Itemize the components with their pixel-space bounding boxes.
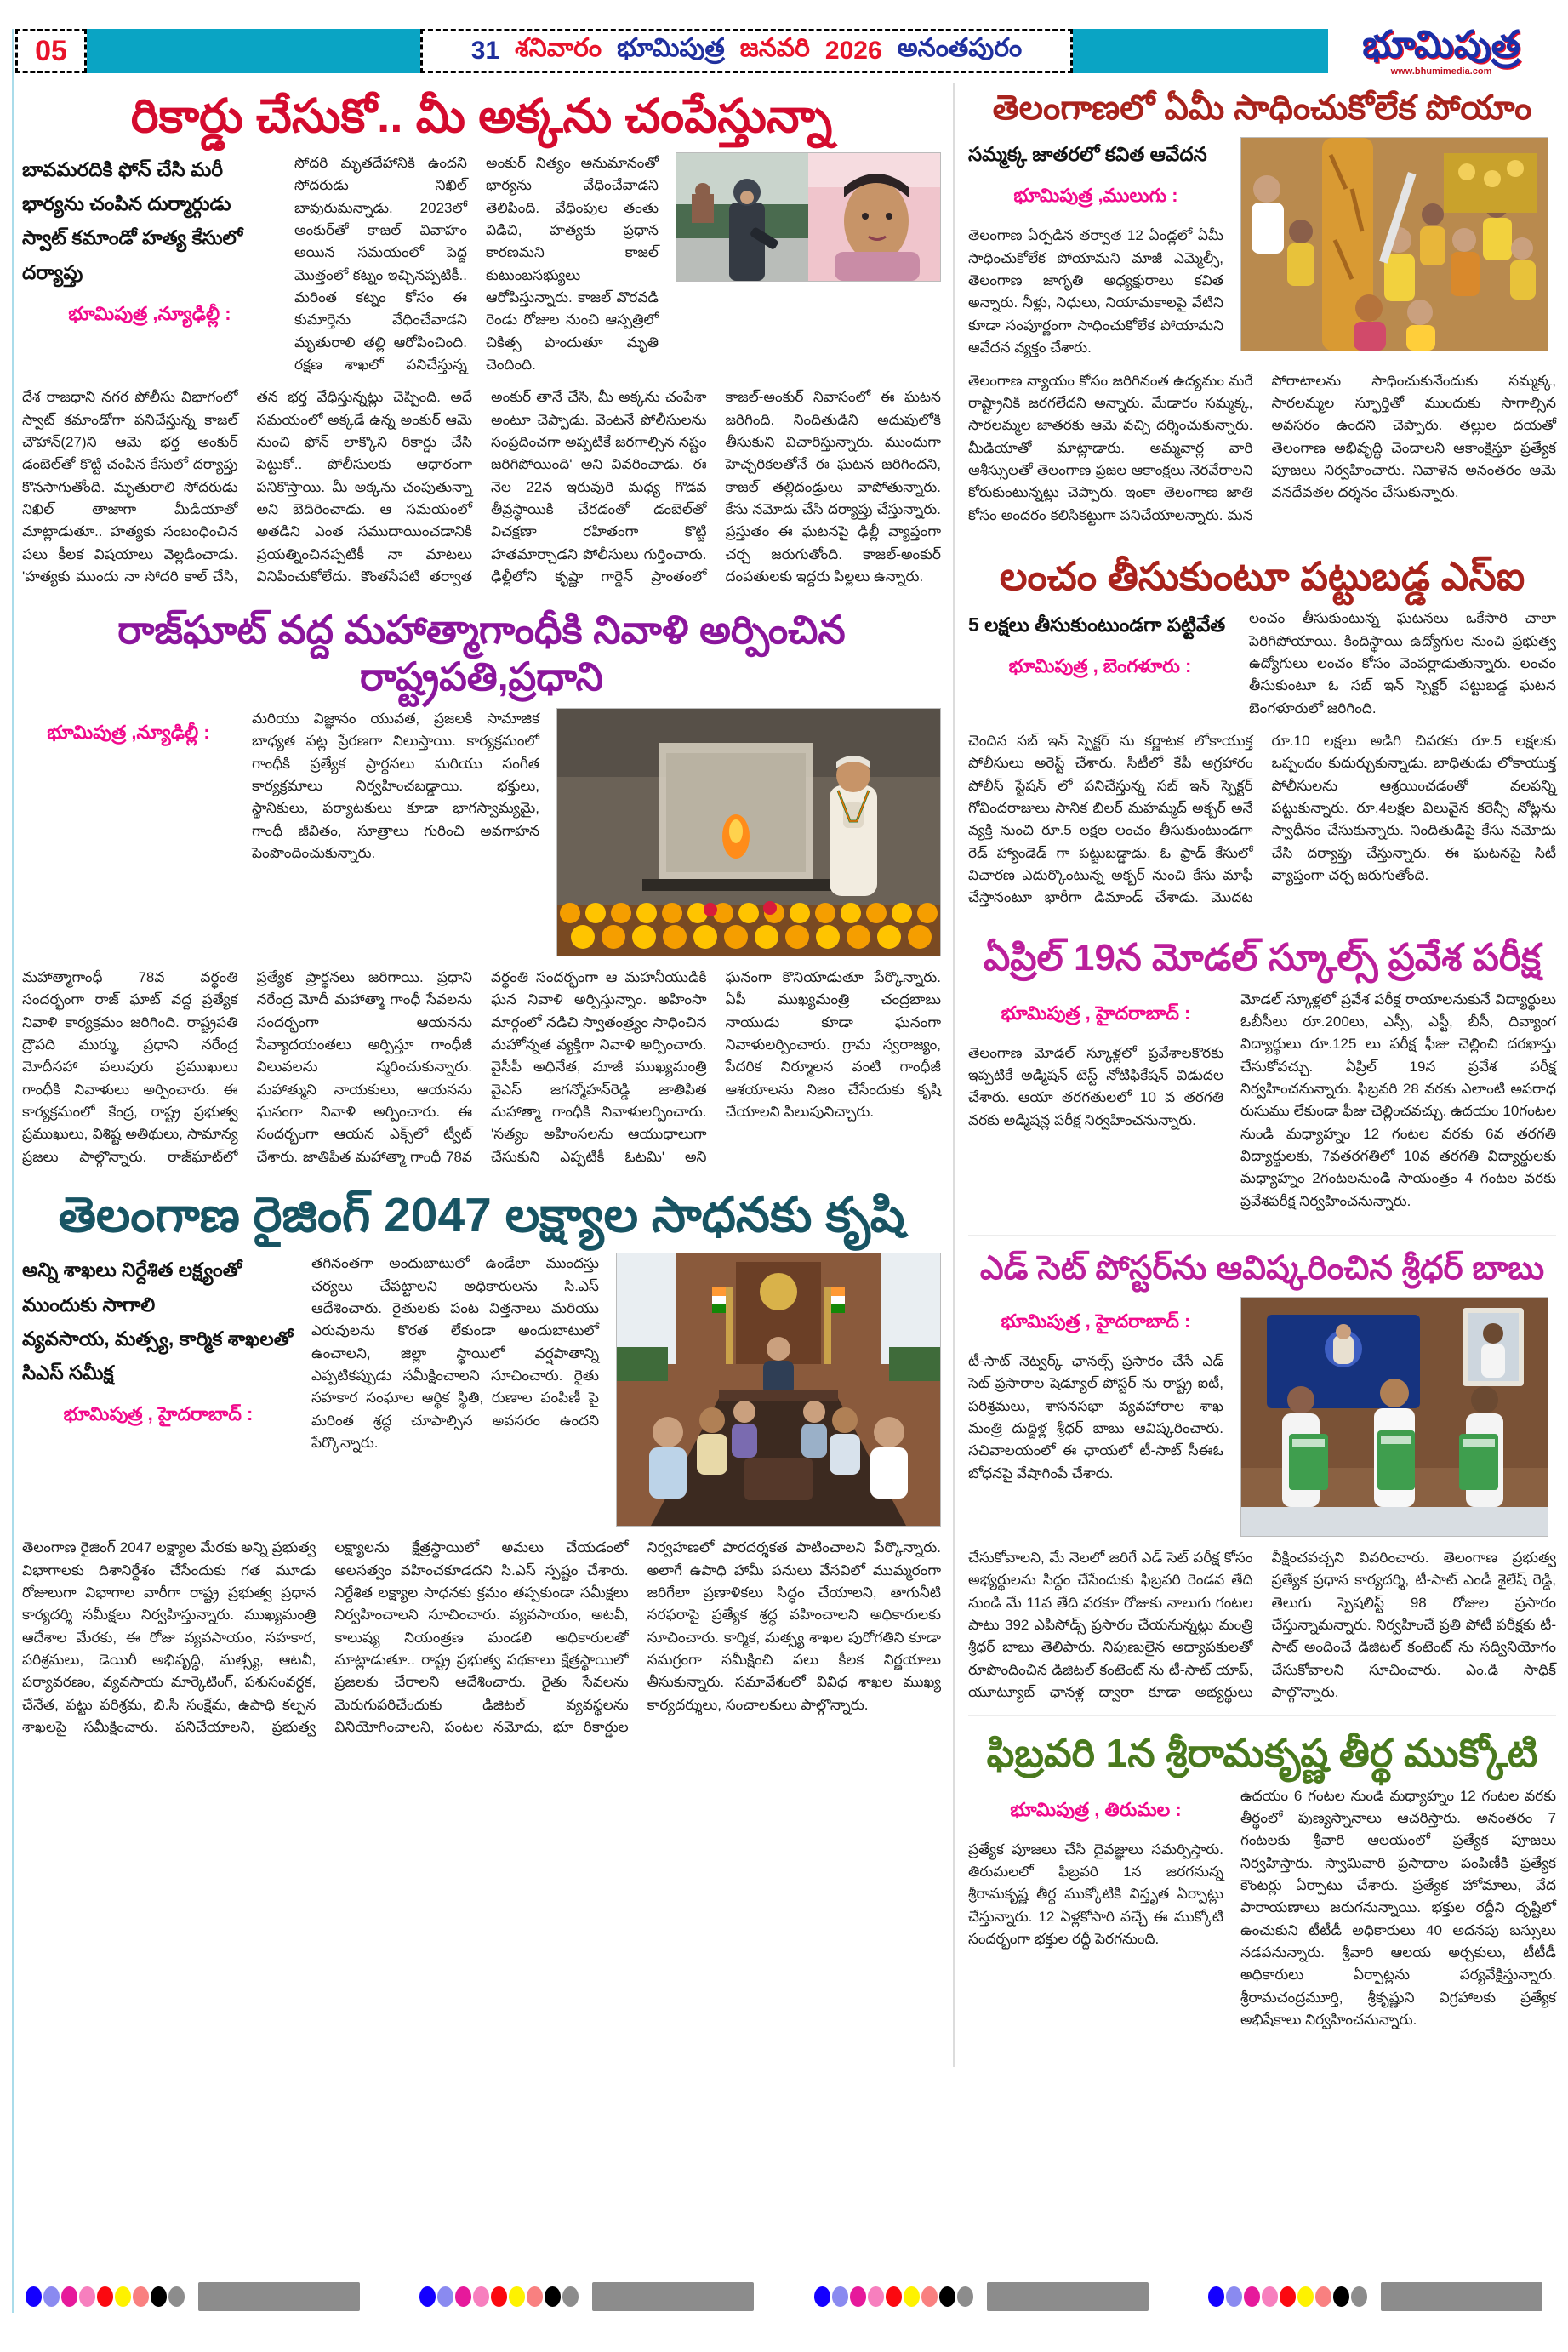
edset-poster-launch-photo — [1240, 1297, 1548, 1537]
left-column — [22, 83, 941, 2067]
article-model-schools-exam — [968, 936, 1556, 1236]
article-body: మహాత్మాగాంధీ 78వ వర్ధంతి సందర్భంగా రాజ్ ఘాట్ వద్ద ప్రత్యేక నివాళి కార్యక్రమం జరిగింది. రాష్ట్రపతి ద్రౌపది ముర్ము, ప్రధాని నరేంద్ర మోదీసహా పలువురు ప్రముఖులు గాంధీకి నివాళులు అర్పించారు. ఈ కార్యక్రమంలో కేంద్ర, రాష్ట్ర ప్రభుత్వ ప్రముఖులు, విశిష్ట అతిథులు, సామాన్య ప్రజలు పాల్గొన్నారు. రాజ్‌ఘాట్‌లో ప్రత్యేక ప్రార్థనలు జరిగాయి. ప్రధాని నరేంద్ర మోదీ మహాత్మా గాంధీ సేవలను సందర్భంగా ఆయనను సేవ్యాదయంతలు అర్పిస్తూ గాంధీజీ విలువలను స్మరించుకున్నారు. మహాత్ముని నాయకులు, ఆయనను ఘనంగా నివాళి అర్పించారు. ఈ సందర్భంగా ఆయన ఎక్స్‌లో ట్వీట్ చేశారు. జాతిపిత మహాత్మా గాంధీ 78వ వర్ధంతి సందర్భంగా ఆ మహనీయుడికి ఘన నివాళి అర్పిస్తున్నాం. అహింసా మార్గంలో నడిచి స్వాతంత్ర్యం సాధించిన మహోన్నత వ్యక్తిగా నివాళి అర్పించారు. వైసీపీ అధినేత, మాజీ ముఖ్యమంత్రి వైఎస్ జగన్మోహన్‌రెడ్డి జాతిపిత మహాత్మా గాంధీకి నివాళులర్పించారు. 'సత్యం అహింసలను ఆయుధాలుగా చేసుకుని ఎప్పటికీ ఓటమి' అని ఘనంగా కొనియాడుతూ పేర్కొన్నారు. ఏపీ ముఖ్యమంత్రి చంద్రబాబు నాయుడు కూడా ఘనంగా నివాళులర్పించారు. గ్రామ స్వరాజ్యం, పేదరిక నిర్మూలన వంటి గాంధీజీ ఆశయాలను నిజం చేసేందుకు కృషి చేయాలని పిలుపునిచ్చారు. — [22, 968, 941, 1165]
article-body-top: తెలంగాణ ఏర్పడిన తర్వాత 12 ఏండ్లలో ఏమీ సాధించుకోలేక పోయామని మాజీ ఎమ్మెల్సీ, తెలంగాణ జాగృతి అధ్యక్షురాలు కవిత అన్నారు. నీళ్లు, నిధులు, నియామకాలపై వేటిని కూడా సంపూర్ణంగా సాధించుకోలేక పోయామని ఆవేదన వ్యక్తం చేశారు. — [968, 227, 1223, 357]
article-subhead: అన్ని శాఖలు నిర్దేశిత లక్ష్యంతో ముందుకు సాగాలి — [22, 1259, 242, 1316]
article-headline: ఏప్రిల్ 19న మోడల్ స్కూల్స్ ప్రవేశ పరీక్ష — [983, 936, 1541, 979]
article-deck — [968, 1297, 1223, 1485]
article-body: ఉదయం 6 గంటల నుండి మధ్యాహ్నం 12 గంటల వరకు తీర్థంలో పుణ్యస్నానాలు ఆచరిస్తారు. అనంతరం 7 గంటలకు శ్రీవారి ఆలయంలో ప్రత్యేక పూజలు నిర్వహిస్తారు. స్వామివారి ప్రసాదాల పంపిణీకి ప్రత్యేక కౌంటర్లు ఏర్పాటు చేశారు. ప్రత్యేక హోమాలు, వేద పారాయణాలు జరుగనున్నాయి. భక్తుల రద్దీని దృష్టిలో ఉంచుకుని టీటీడీ అధికారులు 40 అదనపు బస్సులు నడపనున్నారు. శ్రీవారి ఆలయ అర్చకులు, టీటీడీ అధికారులు ఏర్పాట్లను పర్యవేక్షిస్తున్నారు. శ్రీరామచంద్రమూర్తి, శ్రీకృష్ణుని విగ్రహాలకు ప్రత్యేక అభిషేకాలు నిర్వహించనున్నారు. — [1240, 1787, 1556, 2029]
cs-review-meeting-photo — [616, 1253, 941, 1527]
footer-dot-group — [419, 2282, 754, 2311]
footer-color-strip — [26, 2282, 1542, 2311]
article-byline: భూమిపుత్ర ,న్యూఢిల్లీ : — [68, 302, 231, 324]
article-subhead: 5 లక్షలు తీసుకుంటుండగా పట్టివేత — [968, 614, 1226, 637]
article-body: చేసుకోవాలని, మే నెలలో జరిగే ఎడ్ సెట్ పరీక్ష కోసం అభ్యర్థులను సిద్ధం చేసేందుకు ఫిబ్రవరి రెండవ తేది నుండి మే 11వ తేది వరకూ రోజుకు నాలుగు గంటల పాటు 392 ఎపిసోడ్స్ ప్రసారం చేయనున్నట్లు మంత్రి శ్రీధర్ బాబు తెలిపారు. నిపుణులైన అధ్యాపకులతో రూపొందించిన డిజిటల్ కంటెంట్ ను టీ-సాట్ యాప్, యూట్యూబ్ ఛానళ్ల ద్వారా కూడా అభ్యర్థులు వీక్షించవచ్చని వివరించారు. తెలంగాణ ప్రభుత్వ ప్రత్యేక ప్రధాన కార్యదర్శి, టీ-సాట్ ఎండీ శైలేష్ రెడ్డి, తెలుగు స్పెషలిస్ట్ 98 రోజుల ప్రసారం చేస్తున్నామన్నారు. నిర్వహించే ప్రతి పోటీ పరీక్షకు టీ-సాట్ అందించే డిజిటల్ కంటెంట్ ను సద్వినియోగం చేసుకోవాలని సూచించారు. ఎం.డి సాధిక్ పాల్గొన్నారు. — [968, 1550, 1556, 1701]
article-headline: తెలంగాణలో ఏమీ సాధించుకోలేక పోయాం — [992, 89, 1532, 127]
dateline-month: జనవరి — [739, 33, 810, 62]
article-body: చెందిన సబ్ ఇన్ స్పెక్టర్ ను కర్ణాటక లోకాయుక్త పోలీసులు అరెస్ట్ చేశారు. సిటీలో కేపీ అగ్రహారం పోలీస్ స్టేషన్ లో పనిచేస్తున్న సబ్ ఇన్ స్పెక్టర్ గోవిందరాజులు సానిక బిలర్ మహమ్మద్ అక్బర్ అనే వ్యక్తి నుంచి రూ.5 లక్షల లంచం తీసుకుంటుండగా రెడ్ హ్యాండెడ్ గా పట్టుబడ్డాడు. ఓ ఫ్రాడ్ కేసులో విచారణ ఎదుర్కొంటున్న అక్బర్ నుంచి కేసు మాఫీ చేస్తానంటూ భారీగా డిమాండ్ చేశాడు. మొదట రూ.10 లక్షలు అడిగి చివరకు రూ.5 లక్షలకు ఒప్పందం కుదుర్చుకున్నాడు. బాధితుడు లోకాయుక్త పోలీసులను ఆశ్రయించడంతో వలపన్ని పట్టుకున్నారు. రూ.4లక్షల విలువైన కరెన్సీ నోట్లను స్వాధీనం చేసుకున్నారు. నిందితుడిపై కేసు నమోదు చేసి దర్యాప్తు చేస్తున్నారు. ఈ ఘటనపై సిటీ వ్యాప్తంగా చర్చ జరుగుతోంది. — [968, 732, 1556, 906]
article-byline: భూమిపుత్ర , బెంగళూరు : — [1008, 655, 1192, 677]
article-byline: భూమిపుత్ర , హైదరాబాద్ : — [1001, 1002, 1191, 1024]
article-headline: రాజ్‌ఘాట్ వద్ద మహాత్మాగాంధీకి నివాళి అర్పించిన రాష్ట్రపతి,ప్రధాని — [117, 608, 846, 699]
article-body: తెలంగాణ రైజింగ్ 2047 లక్ష్యాల మేరకు అన్ని ప్రభుత్వ విభాగాలకు దిశానిర్దేశం చేసేందుకు గత మూడు రోజులుగా విభాగాల వారీగా రాష్ట్ర ప్రభుత్వ ప్రధాన కార్యదర్శి సమీక్షలు నిర్వహిస్తున్నారు. ముఖ్యమంత్రి ఆదేశాల మేరకు, ఈ రోజు వ్యవసాయం, సహకార, పరిశ్రమలు, డెయిరీ అభివృద్ధి, మత్స్య, ఆటవీ, పర్యావరణం, వ్యవసాయ మార్కెటింగ్, పశుసంవర్ధక, చేనేత, పట్టు పరిశ్రమ, బి.సి సంక్షేమ, ఉపాధి కల్పన శాఖలపై సమీక్షించారు. పనిచేయాలని, ప్రభుత్వ లక్ష్యాలను క్షేత్రస్థాయిలో అమలు చేయడంలో అలసత్వం వహించకూడదని సి.ఎస్ స్పష్టం చేశారు. నిర్దేశిత లక్ష్యాల సాధనకు క్రమం తప్పకుండా సమీక్షలు నిర్వహించాలని సూచించారు. వ్యవసాయం, అటవీ, కాలుష్య నియంత్రణ మండలి అధికారులతో మాట్లాడుతూ.. రాష్ట్ర ప్రభుత్వ పథకాలు క్షేత్రస్థాయిలో ప్రజలకు చేరాలని ఆదేశించారు. రైతు సేవలను మెరుగుపరిచేందుకు డిజిటల్ వ్యవస్థలను వినియోగించాలని, పంటల నమోదు, భూ రికార్డుల నిర్వహణలో పారదర్శకత పాటించాలని పేర్కొన్నారు. అలాగే ఉపాధి హామీ పనులు వేసవిలో ముమ్మరంగా జరిగేలా ప్రణాళికలు సిద్ధం చేయాలని, తాగునీటి సరఫరాపై ప్రత్యేక శ్రద్ధ వహించాలని అధికారులకు సూచించారు. కార్మిక, మత్స్య శాఖల పురోగతిని కూడా సమగ్రంగా సమీక్షించి పలు కీలక నిర్ణయాలు తీసుకున్నారు. సమావేశంలో వివిధ శాఖల ముఖ్య కార్యదర్శులు, సంచాలకులు పాల్గొన్నారు. — [22, 1539, 941, 1736]
right-column — [953, 83, 1556, 2067]
logo-website: www.bhumimedia.com — [1390, 66, 1492, 77]
dateline — [420, 29, 1073, 73]
article-byline: భూమిపుత్ర ,ములుగు : — [1013, 185, 1178, 207]
page-number: 05 — [15, 29, 87, 73]
article-body-top: లంచం తీసుకుంటున్న ఘటనలు ఒకేసారి చాలా పెరిగిపోయాయి. కిందిస్థాయి ఉద్యోగుల నుంచి ప్రభుత్వ ఉద్యోగులు లంచం కోసం వెంపర్లాడుతున్నారు. లంచం తీసుకుంటూ ఓ సబ్ ఇన్ స్పెక్టర్ పట్టుబడ్డ ఘటన బెంగళూరులో జరిగింది. — [1249, 610, 1556, 716]
article-subhead: వ్యవసాయ, మత్స్య, కార్మిక శాఖలతో సిఎస్ సమీక్ష — [22, 1327, 294, 1384]
footer-dot-group — [814, 2282, 1149, 2311]
sammakka-jatara-crowd-photo — [1240, 137, 1548, 351]
content-area — [0, 78, 1568, 2067]
dateline-year: 2026 — [824, 37, 882, 65]
masthead-cyan-bar-left — [87, 29, 420, 73]
article-headline: రికార్డు చేసుకో.. మీ అక్కను చంపేస్తున్నా — [130, 89, 833, 142]
article-body-top: తగినంతగా అందుబాటులో ఉండేలా ముందస్తు చర్యలు చేపట్టాలని అధికారులను సి.ఎస్ ఆదేశించారు. రైతులకు పంట విత్తనాలు మరియు ఎరువులను కొరత లేకుండా అందుబాటులో ఉంచాలని, జిల్లా స్థాయిలో వర్షపాతాన్ని ఎప్పటికప్పుడు సమీక్షించాలని సూచించారు. రైతు సహకార సంఘాల ఆర్థిక స్థితి, రుణాల పంపిణీ పై మరింత శ్రద్ధ చూపాల్సిన అవసరం ఉందని పేర్కొన్నారు. — [311, 1255, 599, 1452]
article-deck — [968, 989, 1223, 1132]
masthead-cyan-bar-right — [1073, 29, 1328, 73]
article-headline: ఫిబ్రవరి 1న శ్రీరామకృష్ణ తీర్థ ముక్కోటి — [986, 1731, 1538, 1776]
article-body-top: టీ-సాట్ నెట్వర్క్ ఛానల్స్ ప్రసారం చేసే ఎడ్ సెట్ ప్రసారాల షెడ్యూల్ పోస్టర్ ను రాష్ట్ర ఐటీ, పరిశ్రమలు, శాసనసభా వ్యవహారాల శాఖ మంత్రి దుద్దిళ్ల శ్రీధర్ బాబు ఆవిష్కరించారు. సచివాలయంలో ఈ ఛాయలో టీ-సాట్ సీఈఓ బోధనపై వేషాగింపే చేశారు. — [968, 1353, 1223, 1481]
article-deck — [22, 1253, 294, 1443]
article-rajghat-tribute — [22, 607, 941, 1168]
article-deck — [968, 137, 1223, 359]
dateline-edition: అనంతపురం — [897, 33, 1023, 62]
masthead — [15, 23, 1554, 77]
modi-rajghat-tribute-photo — [556, 708, 941, 956]
article-si-bribe-arrest — [968, 553, 1556, 922]
article-byline: భూమిపుత్ర , హైదరాబాద్ : — [1001, 1310, 1191, 1332]
article-headline: తెలంగాణ రైజింగ్ 2047 లక్ష్యాల సాధనకు కృషి — [58, 1188, 905, 1243]
article-body-top: తెలంగాణ మోడల్ స్కూళ్లలో ప్రవేశాలకొరకు ఇప్పటికే అడ్మిషన్ టెస్ట్ నోటిఫికేషన్ విడుదల చేశారు. ఆయా తరగతులలో 10 వ తరగతి వరకు అడ్మిషన్ల పరీక్ష నిర్వహించనున్నారు. — [968, 1044, 1223, 1128]
newspaper-logo — [1328, 23, 1554, 77]
dateline-day: 31 — [470, 37, 500, 65]
article-body: దేశ రాజధాని నగర పోలీసు విభాగంలో స్వాట్ కమాండోగా పనిచేస్తున్న కాజల్ చౌహాన్(27)ని ఆమె భర్త అంకుర్ డంబెల్‌తో కొట్టి చంపిన కేసులో దర్యాప్తు కొనసాగుతోంది. మృతురాలి సోదరుడు నిఖిల్ తాజాగా మీడియాతో మాట్లాడుతూ.. హత్యకు సంబంధించిన పలు కీలక విషయాలు వెల్లడించాడు. 'హత్యకు ముందు నా సోదరి కాల్ చేసి, తన భర్త వేధిస్తున్నట్లు చెప్పింది. అదే సమయంలో అక్కడే ఉన్న అంకుర్ ఆమె నుంచి ఫోన్ లాక్కొని రికార్డు చేసి పెట్టుకో.. పోలీసులకు ఆధారంగా పనికొస్తాయి. మీ అక్కను చంపుతున్నా అని బెదిరించాడు. ఆ సమయంలో అతడిని ఎంత సముదాయించడానికి ప్రయత్నించినప్పటికీ నా మాటలు వినిపించుకోలేదు. కొంతసేపటి తర్వాత అంకుర్ తానే చేసి, మీ అక్కను చంపేశా అంటూ చెప్పాడు. వెంటనే పోలీసులను సంప్రదించగా అప్పటికే జరగాల్సిన నష్టం జరిగిపోయింది' అని వివరించాడు. ఈ నెల 22న ఇరువురి మధ్య గొడవ తీవ్రస్థాయికి చేరడంతో డంబెల్‌తో విచక్షణా రహితంగా కొట్టి హతమార్చాడని పోలీసులు గుర్తించారు. ఢిల్లీలోని కృష్ణా గార్డెన్ ప్రాంతంలో కాజల్-అంకుర్ నివాసంలో ఈ ఘటన జరిగింది. నిందితుడిని అదుపులోకి తీసుకుని విచారిస్తున్నారు. ముందుగా హెచ్చరికలతోనే ఈ ఘటన జరిగిందని, కాజల్ తల్లిదండ్రులు వాపోతున్నారు. కేసు నమోదు చేసి దర్యాప్తు చేస్తున్నారు. ప్రస్తుతం ఈ ఘటనపై ఢిల్లీ వ్యాప్తంగా చర్చ జరుగుతోంది. కాజల్-అంకుర్ దంపతులకు ఇద్దరు పిల్లలు ఉన్నారు. — [22, 389, 941, 585]
article-byline: భూమిపుత్ర , తిరుమల : — [1010, 1798, 1182, 1820]
article-subhead: స్వాట్ కమాండో హత్య కేసులో దర్యాప్తు — [22, 226, 243, 283]
article-body-top: సోదరి మృతదేహానికి ఉందని సోదరుడు నిఖిల్ బావురుమన్నాడు. 2023లో అంకుర్‌తో కాజల్ వివాహం అయిన సమయంలో పెద్ద మొత్తంలో కట్నం ఇచ్చినప్పటికీ.. మరింత కట్నం కోసం ఈ కుమార్తెను వేధించేవాడని మృతురాలి తల్లి ఆరోపించింది. రక్షణ శాఖలో పనిచేస్తున్న అంకుర్ నిత్యం అనుమానంతో భార్యను వేధించేవాడని తెలిపింది. వేధింపుల తంతు విడిచి, హత్యకు ప్రధాన కారణమని కాజల్ కుటుంబసభ్యులు ఆరోపిస్తున్నారు. కాజల్ వొరవడి రెండు రోజుల నుంచి ఆస్పత్రిలో చికిత్స పొందుతూ మృతి చెందింది. — [294, 154, 659, 373]
article-byline: భూమిపుత్ర ,న్యూఢిల్లీ : — [47, 721, 210, 743]
article-headline: ఎడ్ సెట్ పోస్టర్‌ను ఆవిష్కరించిన శ్రీధర్ బాబు — [979, 1249, 1545, 1287]
article-sriramakrishna-teertha-mukkoti — [968, 1730, 1556, 2053]
article-body: మోడల్ స్కూళ్లలో ప్రవేశ పరీక్ష రాయాలనుకునే విద్యార్థులు ఓబీసీలు రూ.200లు, ఎస్సీ, ఎస్టీ, బీసీ, దివ్యాంగ విద్యార్థులు రూ.125 లు పరీక్ష ఫీజు చెల్లించి దరఖాస్తు చేసుకోవచ్చు. ఏప్రిల్ 19న ప్రవేశ పరీక్ష నిర్వహించనున్నారు. ఫిబ్రవరి 28 వరకు ఎలాంటి అపరాధ రుసుము లేకుండా ఫీజు చెల్లించవచ్చు. ఉదయం 10గంటల నుండి మధ్యాహ్నం 12 గంటల వరకు 6వ తరగతి విద్యార్థులకు, 7వతరగతిలో 10వ తరగతి విద్యార్థులకు మధ్యాహ్నం 2గంటలనుండి సాయంత్రం 4 గంటల వరకు ప్రవేశపరీక్ష నిర్వహించనున్నారు. — [1240, 990, 1556, 1209]
dateline-weekday: శనివారం — [515, 33, 602, 62]
article-deck — [22, 152, 277, 343]
article-kavitha-sammakka-jatara — [968, 88, 1556, 539]
article-deck — [968, 608, 1232, 695]
dateline-paper: భూమిపుత్ర — [617, 33, 725, 62]
article-byline: భూమిపుత్ర , హైదరాబాద్ : — [63, 1403, 254, 1425]
article-headline: లంచం తీసుకుంటూ పట్టుబడ్డ ఎస్ఐ — [999, 553, 1525, 598]
article-subhead: సమ్మక్క జాతరలో కవిత ఆవేదన — [968, 143, 1207, 166]
article-edset-poster-launch — [968, 1249, 1556, 1716]
footer-dot-group — [26, 2282, 360, 2311]
article-body: తెలంగాణ న్యాయం కోసం జరిగినంత ఉద్యమం మరే రాష్ట్రానికి జరగలేదని అన్నారు. మేడారం సమ్మక్క, సారలమ్మల జాతరకు ఆమె వచ్చి దర్శించుకున్నారు. మీడియాతో మాట్లాడారు. అమ్మవార్ల వారి ఆశీస్సులతో తెలంగాణ ప్రజల ఆకాంక్షలు నెరవేరాలని కోరుకుంటున్నట్లు చెప్పారు. ఇంకా తెలంగాణ జాతి కోసం అందరం కలిసికట్టుగా పనిచేయాలన్నారు. మన పోరాటాలను సాధించుకునేందుకు సమ్మక్క, సారలమ్మల స్ఫూర్తితో ముందుకు సాగాల్సిన అవసరం ఉందని చెప్పారు. తల్లుల దయతో తెలంగాణ అభివృద్ధి చెందాలని ఆకాంక్షిస్తూ ప్రత్యేక పూజలు నిర్వహించారు. నివాళెన అనంతరం ఆమె వనదేవతల దర్శనం చేసుకున్నారు. — [968, 372, 1556, 523]
article-swat-commando-murder — [22, 88, 941, 588]
article-deck — [968, 1785, 1223, 1951]
article-body-top: మరియు విజ్ఞానం యువత, ప్రజలకి సామాజిక బాధ్యత పట్ల ప్రేరణగా నిలుస్తాయి. కార్యక్రమంలో గాంధీకి ప్రత్యేక ప్రార్థనలు మరియు సంగీత కార్యక్రమాలు నిర్వహించబడ్డాయి. భక్తులు, స్థానికులు, పర్యాటకులు కూడా భాగస్వామ్యమై, గాంధీ జీవితం, సూత్రాలు గురించి అవగాహన పెంపొందించుకున్నారు. — [252, 710, 539, 862]
logo-title: భూమిపుత్ర — [1362, 23, 1520, 66]
footer-dot-group — [1208, 2282, 1542, 2311]
swat-commando-and-victim-photo — [676, 152, 941, 282]
article-deck — [22, 708, 235, 762]
article-subhead: బావమరదికి ఫోన్ చేసి మరీ భార్యను చంపిన దుర్మార్గుడు — [22, 157, 231, 215]
article-body-top: ప్రత్యేక పూజలు చేసి దైవజ్ఞులు సమర్పిస్తారు. తిరుమలలో ఫిబ్రవరి 1న జరగనున్న శ్రీరామకృష్ణ తీర్థ ముక్కోటికి విస్తృత ఏర్పాట్లు చేస్తున్నారు. 12 ఏళ్లకోసారి వచ్చే ఈ ముక్కోటి సందర్భంగా భక్తుల రద్దీ పెరగనుంది. — [968, 1841, 1223, 1948]
article-telangana-rising-2047 — [22, 1187, 941, 1738]
